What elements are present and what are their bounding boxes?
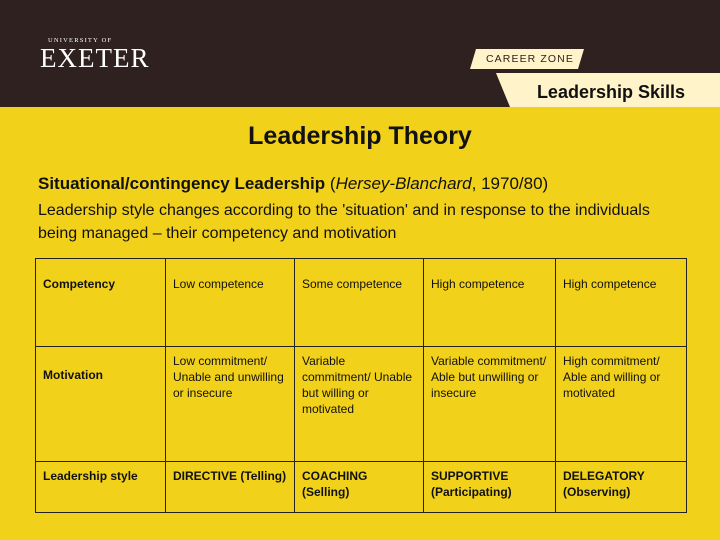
leadership-table <box>35 258 687 513</box>
row-header-leadership-style: Leadership style <box>36 462 166 513</box>
table-cell: High competence <box>556 259 687 347</box>
table-row <box>36 462 687 513</box>
logo-wordmark: EXETER <box>40 43 150 73</box>
career-zone-label: CAREER ZONE <box>486 53 574 65</box>
logo-small-text: UNIVERSITY OF <box>48 37 113 44</box>
table-cell: High commitment/ Able and willing or motivated <box>556 347 687 462</box>
table-row <box>36 259 687 347</box>
subtitle-years: , 1970/80) <box>471 174 549 193</box>
slide-description: Leadership style changes according to the 'situation' and in response to the individuals being managed – their competency and motivation <box>38 202 650 242</box>
table-cell: SUPPORTIVE (Participating) <box>424 462 556 513</box>
slide-subtitle <box>38 173 698 195</box>
subtitle-topic: Situational/contingency Leadership <box>38 174 326 193</box>
table-cell: DELEGATORY (Observing) <box>556 462 687 513</box>
row-header-motivation: Motivation <box>36 347 166 462</box>
table-row <box>36 347 687 462</box>
slide-title: Leadership Theory <box>248 122 472 150</box>
subtitle-paren: ( <box>329 174 336 193</box>
table-cell: Some competence <box>295 259 424 347</box>
section-label: Leadership Skills <box>536 82 685 102</box>
row-header-competency: Competency <box>36 259 166 347</box>
subtitle-authors: Hersey-Blanchard <box>335 174 472 193</box>
table-cell: Variable commitment/ Able but unwilling or insecure <box>424 347 556 462</box>
table-cell: Variable commitment/ Unable but willing or motivated <box>295 347 424 462</box>
table-cell: DIRECTIVE (Telling) <box>166 462 295 513</box>
table-cell: Low commitment/ Unable and unwilling or insecure <box>166 347 295 462</box>
university-logo <box>40 37 150 77</box>
table-cell: Low competence <box>166 259 295 347</box>
table-cell: High competence <box>424 259 556 347</box>
table-cell: COACHING (Selling) <box>295 462 424 513</box>
